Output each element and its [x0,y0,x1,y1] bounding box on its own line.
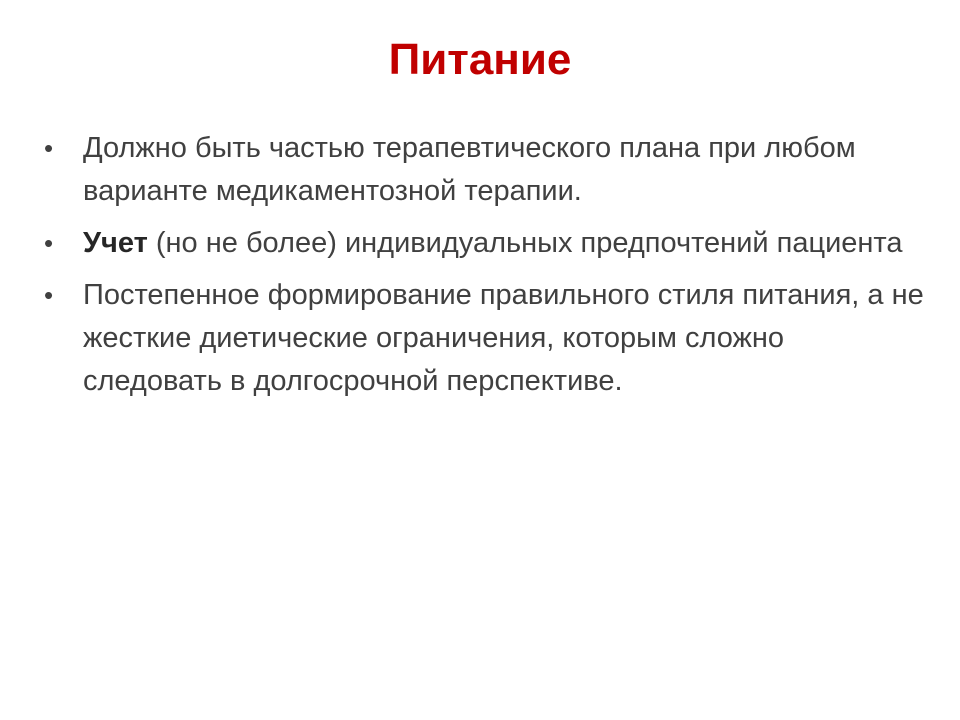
bullet-icon: • [44,228,54,258]
bullet-item [44,274,924,403]
bullet-text: (но не более) индивидуальных предпочтений пациента [147,227,903,259]
bullet-item [44,222,924,265]
slide-title: Питание [388,35,572,84]
bullet-icon: • [44,133,54,163]
bullet-text: Постепенное формирование правильного стиля питания, а не жесткие диетические ограничения, которым сложно следовать в долгосрочной перспективе. [83,279,924,397]
bullet-bold-text: Учет [83,227,148,259]
bullet-text: Должно быть частью терапевтического плана при любом варианте медикаментозной терапии. [83,132,856,207]
bullet-item [44,127,924,213]
bullet-list [44,127,924,412]
bullet-icon: • [44,280,54,310]
